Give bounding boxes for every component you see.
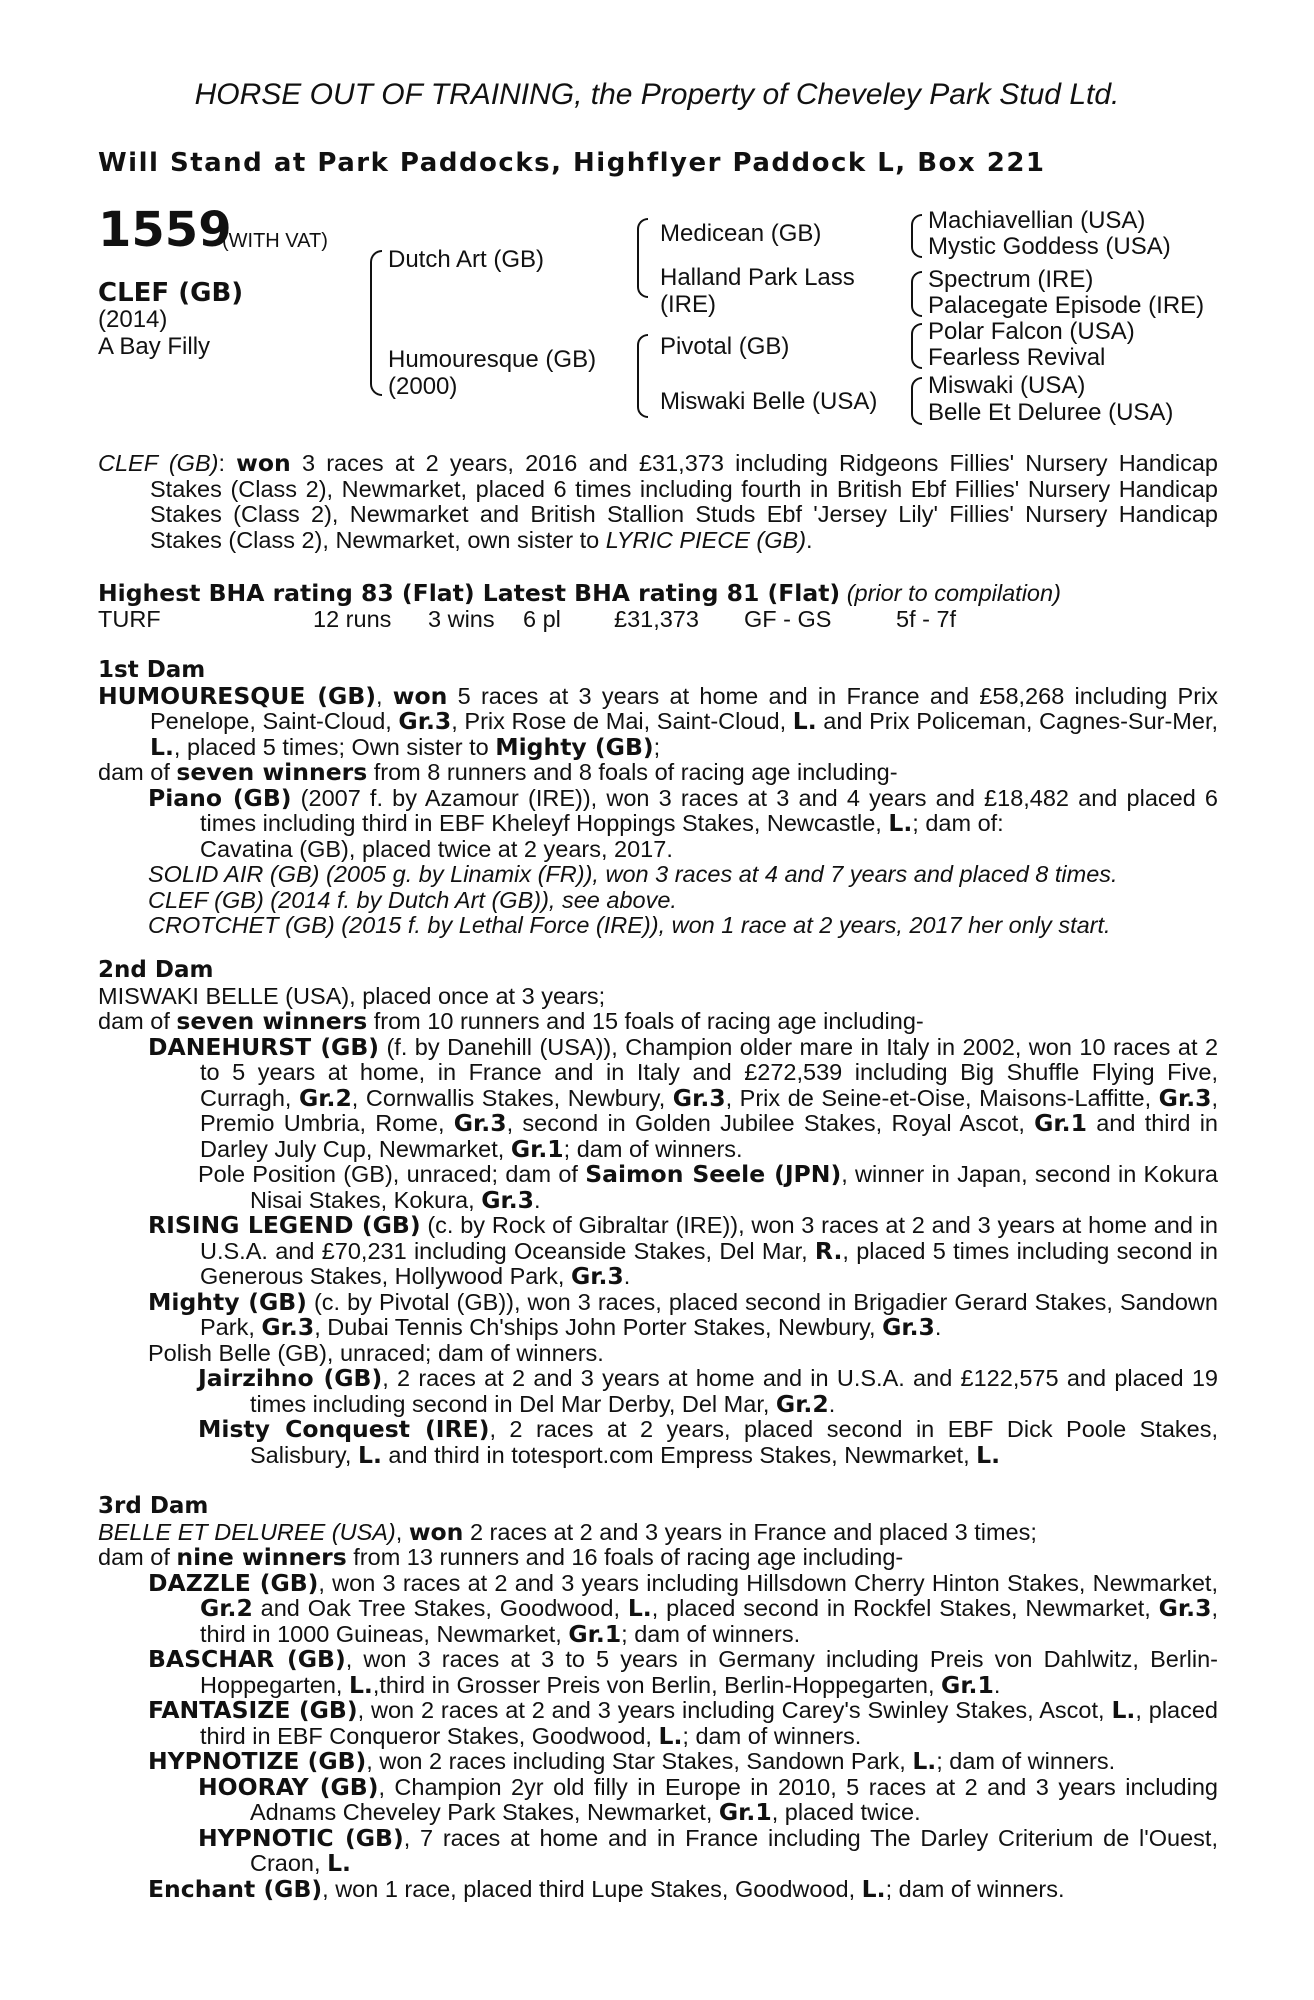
third-dam-name: BELLE ET DELUREE (USA) (98, 1518, 396, 1545)
grade: L. (912, 1747, 937, 1775)
text: ; dam of winners. (936, 1748, 1116, 1774)
text: dam of (98, 759, 177, 785)
text: , Prix Rose de Mai, Saint-Cloud, (451, 708, 793, 734)
text: (c. by Pivotal (GB)), won 3 races, placed second in Brigadier Gerard Stakes, Sandown Park, (200, 1288, 1218, 1340)
pedigree-dam: Humouresque (GB) (388, 346, 597, 373)
text: ; dam of: (912, 810, 1004, 836)
text: . (993, 1671, 1001, 1698)
text: , third in 1000 Guineas, Newmarket, (200, 1595, 1218, 1647)
offspring-name: DAZZLE (GB) (148, 1568, 319, 1597)
offspring-child: Cavatina (GB), placed twice at 2 years, 2017. (200, 835, 673, 862)
horse-name: CLEF (GB) (98, 278, 244, 308)
winners-count: seven winners (176, 758, 368, 786)
text: , second in Golden Jubilee Stakes, Royal Ascot, (506, 1110, 1035, 1136)
text: and third in totesport.com Empress Stakes, Newmarket, (381, 1441, 977, 1468)
horse-description: A Bay Filly (98, 333, 211, 360)
winners-count: seven winners (176, 1007, 368, 1035)
text: , placed third in EBF Conqueror Stakes, Goodwood, (200, 1697, 1218, 1749)
text: , Premio Umbria, Rome, (200, 1084, 1219, 1136)
text: from 13 runners and 16 foals of racing age including- (346, 1544, 904, 1570)
stand-location: Will Stand at Park Paddocks, Highflyer Paddock L, Box 221 (98, 148, 1046, 178)
stats-distance: 5f - 7f (896, 605, 957, 632)
text: (c. by Rock of Gibraltar (IRE)), won 3 races at 2 and 3 years at home and in U.S.A. and £70,231 including Oceanside Stakes, Del Mar, (200, 1212, 1218, 1264)
stats-surface: TURF (98, 605, 161, 632)
offspring-name: HYPNOTIC (GB) (198, 1823, 404, 1852)
pedigree-sire-sire: Medicean (GB) (660, 220, 822, 247)
text: ,third in Grosser Preis von Berlin, Berlin-Hoppegarten, (372, 1671, 942, 1698)
text: dam of (98, 1008, 177, 1034)
record-sister: LYRIC PIECE (GB) (605, 526, 807, 553)
text: , placed 5 times; Own sister to (173, 733, 496, 760)
grade: Gr.3 (453, 1109, 507, 1137)
vat-label: (WITH VAT) (222, 230, 328, 252)
grade: Gr.3 (481, 1185, 534, 1214)
grade: L. (976, 1440, 1001, 1469)
third-dam-section (98, 1494, 1218, 1902)
grade: L. (792, 707, 817, 735)
text: 5 races at 3 years at home and in France and £58,268 including Prix Penelope, Saint-Cloud, (150, 682, 1219, 734)
offspring-name: DANEHURST (GB) (148, 1032, 380, 1061)
text: ; dam of winners. (621, 1620, 801, 1647)
offspring-name: Enchant (GB) (148, 1874, 323, 1903)
grade: Gr.1 (718, 1798, 772, 1826)
record-sep: : (218, 450, 237, 476)
grade: Gr.3 (1158, 1083, 1212, 1112)
grade: Gr.2 (200, 1594, 253, 1622)
text: , Cornwallis Stakes, Newbury, (351, 1084, 673, 1111)
stats-earnings: £31,373 (614, 605, 699, 632)
stats-going: GF - GS (744, 605, 832, 632)
first-dam-name: HUMOURESQUE (GB) (98, 681, 376, 710)
offspring-name: FANTASIZE (GB) (148, 1696, 358, 1724)
text: , won 2 races including Star Stakes, Sandown Park, (366, 1748, 913, 1774)
offspring-name: Saimon Seele (JPN) (585, 1160, 842, 1188)
pedigree-brace-gen1 (370, 250, 382, 396)
stats-runs: 12 runs (313, 605, 392, 632)
text: ; (653, 733, 661, 760)
text: dam of (98, 1544, 177, 1570)
stats-wins: 3 wins (428, 605, 495, 632)
grade: L. (327, 1849, 351, 1877)
grade: Gr.3 (1158, 1594, 1212, 1622)
winners-count: nine winners (176, 1543, 347, 1571)
pedigree-dam-year: (2000) (388, 373, 458, 400)
text: and Oak Tree Stakes, Goodwood, (252, 1595, 628, 1621)
grade: Gr.1 (510, 1134, 564, 1163)
offspring-entry: Polish Belle (GB), unraced; dam of winners. (148, 1339, 604, 1366)
pedigree-brace-dam (637, 334, 648, 418)
text: from 10 runners and 15 foals of racing age including- (367, 1008, 924, 1034)
record-won: won (236, 449, 291, 477)
text: , won 1 race, placed third Lupe Stakes, Goodwood, (322, 1875, 862, 1902)
pedigree-brace-ss (911, 214, 922, 258)
grade: L. (627, 1594, 652, 1622)
pedigree-brace-sire (637, 218, 648, 298)
pedigree-sds: Spectrum (IRE) (928, 266, 1094, 293)
text: , 7 races at home and in France including The Darley Criterium de l'Ouest, Craon, (250, 1824, 1218, 1876)
grade: L. (658, 1721, 683, 1750)
grade: Gr.1 (1034, 1109, 1087, 1137)
rating-note: (prior to compilation) (846, 580, 1061, 606)
text: 2 races at 2 and 3 years in France and placed 3 times; (463, 1518, 1037, 1545)
text: (2007 f. by Azamour (IRE)), won 3 races at 3 and 4 years and £18,482 and placed 6 times including third in EBF Kheleyf Hoppings Stakes, Newcastle, (200, 784, 1219, 836)
text: and third in Darley July Cup, Newmarket, (200, 1110, 1218, 1162)
won-label: won (408, 1517, 464, 1546)
pedigree-ddd: Belle Et Deluree (USA) (928, 399, 1174, 426)
won-label: won (392, 681, 448, 710)
offspring-name: Mighty (GB) (148, 1287, 307, 1316)
grade: L. (150, 732, 174, 761)
text: and Prix Policeman, Cagnes-Sur-Mer, (816, 708, 1219, 734)
first-dam-section: 1st Dam HUMOURESQUE (GB), won 5 races at 3 years at home and in France and £58,268 including Prix Penelope, Saint-Cloud, Gr.3, Prix Rose de Mai, Saint-Cloud, L. and Prix Policeman, Cagnes-Sur-Mer, L., placed 5 times; Own sister to Mighty (GB); dam of seven winners from 8 runners and 8 foals of racing age including- Piano (GB) (2007 f. by Azamour (IRE)), won 3 races at 3 and 4 years and £18,482 and placed 6 times including third in EBF Kheleyf Hoppings Stakes, Newcastle, L.; dam of: Cavatina (GB), placed twice at 2 years, 2017. SOLID AIR (GB) (2005 g. by Linamix (FR)), won 3 races at 4 and 7 years and placed 8 times. CLEF (GB) (2014 f. by Dutch Art (GB)), see above. CROTCHET (GB) (2015 f. by Lethal Force (IRE)), won 1 race at 2 years, 2017 her only start. (98, 657, 1219, 938)
grade: Gr.2 (775, 1389, 829, 1418)
pedigree-sire-dam-country: (IRE) (660, 291, 716, 318)
text: (f. by Danehill (USA)), Champion older mare in Italy in 2002, won 10 races at 2 to 5 years at home, in France and in Italy and £272,539 including Big Shuffle Flying Five, Curragh, (200, 1033, 1219, 1111)
first-dam-heading: 1st Dam (98, 657, 206, 683)
pedigree-dam-dam: Miswaki Belle (USA) (660, 388, 878, 415)
text: , won 2 races at 2 and 3 years including Carey's Swinley Stakes, Ascot, (357, 1697, 1112, 1723)
grade: R. (814, 1236, 843, 1265)
text: ; dam of winners. (885, 1875, 1065, 1902)
text: . (534, 1186, 541, 1213)
second-dam-section (98, 958, 1218, 1468)
third-dam-heading: 3rd Dam (98, 1493, 209, 1519)
grade: L. (1111, 1696, 1136, 1724)
pedigree-brace-sd (911, 271, 922, 317)
text: , won 3 races at 2 and 3 years including Hillsdown Cherry Hinton Stakes, Newmarket, (318, 1569, 1218, 1596)
race-record (98, 451, 1218, 553)
grade: L. (348, 1670, 373, 1699)
text: ; dam of winners. (682, 1722, 862, 1749)
offspring-name: RISING LEGEND (GB) (148, 1211, 421, 1239)
offspring-entry: CLEF (GB) (2014 f. by Dutch Art (GB)), see above. (148, 886, 677, 913)
pedigree-sdd: Palacegate Episode (IRE) (928, 292, 1205, 319)
text: from 8 runners and 8 foals of racing age including- (367, 759, 898, 785)
pedigree-ssd: Mystic Goddess (USA) (928, 233, 1171, 260)
page-title: HORSE OUT OF TRAINING, the Property of Cheveley Park Stud Ltd. (194, 78, 1120, 111)
sister-name: Mighty (GB) (495, 732, 654, 761)
pedigree-brace-dd (911, 377, 922, 425)
grade: L. (861, 1874, 886, 1903)
rating-bold: Highest BHA rating 83 (Flat) Latest BHA rating 81 (Flat) (98, 579, 841, 607)
rating-block (98, 581, 1218, 633)
grade: Gr.3 (882, 1313, 935, 1341)
pedigree-brace-ds (911, 323, 922, 369)
text: , placed twice. (771, 1799, 921, 1825)
offspring-name: Piano (GB) (148, 783, 292, 812)
text: , 2 races at 2 years, placed second in EBF Dick Poole Stakes, Salisbury, (250, 1416, 1218, 1468)
grade: Gr.3 (672, 1083, 726, 1112)
text: Pole Position (GB), unraced; dam of (198, 1161, 586, 1187)
text: , 2 races at 2 and 3 years at home and in U.S.A. and £122,575 and placed 19 times including second in Del Mar Derby, Del Mar, (250, 1365, 1218, 1417)
offspring-entry: SOLID AIR (GB) (2005 g. by Linamix (FR)), won 3 races at 4 and 7 years and placed 8 times. (148, 861, 1118, 887)
text: , (395, 1518, 409, 1545)
grade: Gr.1 (568, 1619, 622, 1648)
grade: Gr.1 (941, 1670, 994, 1699)
grade: L. (357, 1440, 382, 1469)
text: , Prix de Seine-et-Oise, Maisons-Laffitte, (725, 1084, 1159, 1111)
offspring-name: BASCHAR (GB) (148, 1645, 346, 1673)
grade: Gr.2 (298, 1083, 352, 1112)
offspring-name: HYPNOTIZE (GB) (148, 1747, 367, 1775)
horse-year: (2014) (98, 306, 168, 333)
text: , Dubai Tennis Ch'ships John Porter Stakes, Newbury, (314, 1314, 883, 1340)
pedigree-sire-dam: Halland Park Lass (660, 264, 855, 291)
text: , won 3 races at 3 to 5 years in Germany including Preis von Dahlwitz, Berlin-Hoppegarten, (200, 1646, 1218, 1698)
record-horse-name: CLEF (GB) (98, 450, 219, 476)
lot-number: 1559 (98, 202, 232, 258)
text: . (828, 1390, 836, 1417)
stats-placed: 6 pl (523, 605, 561, 632)
text: . (934, 1314, 942, 1340)
grade: Gr.3 (570, 1262, 624, 1290)
text: , placed second in Rockfel Stakes, Newmarket, (651, 1595, 1159, 1621)
text: , winner in Japan, second in Kokura Nisai Stakes, Kokura, (250, 1161, 1219, 1213)
pedigree-dsd: Fearless Revival (928, 344, 1106, 371)
pedigree-sire: Dutch Art (GB) (388, 246, 545, 273)
offspring-entry: CROTCHET (GB) (2015 f. by Lethal Force (IRE)), won 1 race at 2 years, 2017 her only start. (148, 912, 1111, 938)
grade: L. (888, 809, 913, 837)
offspring-name: HOORAY (GB) (198, 1772, 379, 1801)
text: , Champion 2yr old filly in Europe in 2010, 5 races at 2 and 3 years including Adnams Cheveley Park Stakes, Newmarket, (250, 1773, 1218, 1825)
offspring-name: Misty Conquest (IRE) (198, 1415, 490, 1443)
pedigree-dds: Miswaki (USA) (928, 372, 1086, 399)
record-end: . (806, 526, 813, 553)
pedigree-dss: Polar Falcon (USA) (928, 318, 1135, 345)
second-dam-line: MISWAKI BELLE (USA), placed once at 3 years; (98, 982, 606, 1009)
second-dam-heading: 2nd Dam (98, 957, 214, 983)
text: , placed 5 times including second in Generous Stakes, Hollywood Park, (200, 1237, 1218, 1289)
record-text: 3 races at 2 years, 2016 and £31,373 including Ridgeons Fillies' Nursery Handicap Stakes (Class 2), Newmarket, placed 6 times including fourth in British Ebf Fillies' Nursery Handicap Stakes (Class 2), Newmarket and British Stallion Studs Ebf 'Jersey Lily' Fillies' Nursery Handicap Stakes (Class 2), Newmarket, own sister to (150, 450, 1219, 553)
text: . (623, 1263, 631, 1289)
pedigree-sss: Machiavellian (USA) (928, 207, 1146, 234)
text: ; dam of winners. (563, 1135, 743, 1162)
offspring-name: Jairzihno (GB) (198, 1364, 383, 1392)
grade: Gr.3 (398, 707, 452, 735)
grade: Gr.3 (261, 1313, 315, 1341)
pedigree-dam-sire: Pivotal (GB) (660, 333, 790, 360)
stats-row (98, 607, 1218, 633)
